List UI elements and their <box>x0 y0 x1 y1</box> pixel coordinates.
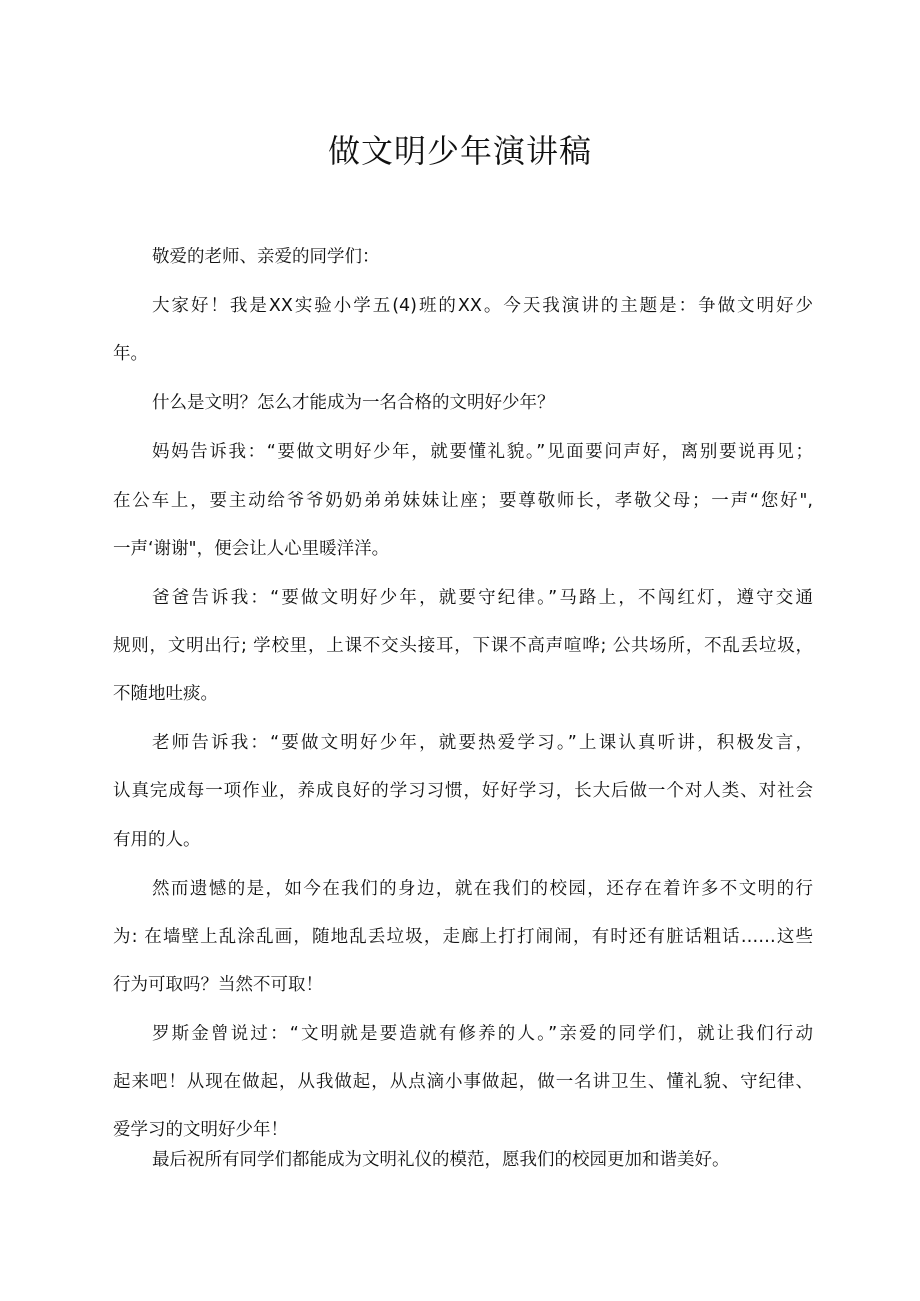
paragraph-line: 罗斯金曾说过：“文明就是要造就有修养的人。”亲爱的同学们，就让我们行动 <box>152 1024 813 1044</box>
paragraph-line: 然而遗憾的是，如今在我们的身边，就在我们的校园，还存在着许多不文明的行 <box>152 879 813 899</box>
paragraph-line: 有用的人。 <box>113 830 201 850</box>
salutation-line: 敬爱的老师、亲爱的同学们： <box>152 247 380 267</box>
paragraph-line: 什么是文明？怎么才能成为一名合格的文明好少年？ <box>152 393 555 413</box>
paragraph-line: 为: 在墙壁上乱涂乱画，随地乱丢垃圾，走廊上打打闹闹，有时还有脏话粗话……这些 <box>113 927 813 947</box>
paragraph-line: 爸爸告诉我：“要做文明好少年，就要守纪律。”马路上，不闯红灯，遵守交通 <box>152 588 813 608</box>
paragraph-line: 老师告诉我：“要做文明好少年，就要热爱学习。”上课认真听讲，积极发言， <box>152 733 813 753</box>
paragraph-line: 年。 <box>113 344 148 364</box>
paragraph-line: 在公车上，要主动给爷爷奶奶弟弟妹妹让座；要尊敬师长，孝敬父母；一声“您好", <box>113 491 813 511</box>
paragraph-line: 大家好！我是XX实验小学五(4)班的XX。今天我演讲的主题是：争做文明好少 <box>152 296 813 316</box>
document-title: 做文明少年演讲稿 <box>327 132 592 170</box>
paragraph-line: 爱学习的文明好少年！ <box>113 1120 288 1140</box>
paragraph-line: 认真完成每一项作业，养成良好的学习习惯，好好学习，长大后做一个对人类、对社会 <box>113 781 813 801</box>
closing-line: 最后祝所有同学们都能成为文明礼仪的模范，愿我们的校园更加和谐美好。 <box>152 1150 730 1170</box>
paragraph-line: 规则，文明出行; 学校里，上课不交头接耳，下课不高声喧哗; 公共场所，不乱丢垃圾， <box>113 636 813 656</box>
paragraph-line: 不随地吐痰。 <box>113 684 218 704</box>
paragraph-line: 一声‘谢谢"，便会让人心里暖洋洋。 <box>113 539 390 559</box>
paragraph-line: 起来吧！从现在做起，从我做起，从点滴小事做起，做一名讲卫生、懂礼貌、守纪律、 <box>113 1072 813 1092</box>
paragraph-line: 妈妈告诉我：“要做文明好少年，就要懂礼貌。”见面要问声好，离别要说再见； <box>152 442 813 462</box>
paragraph-line: 行为可取吗？当然不可取！ <box>113 975 323 995</box>
